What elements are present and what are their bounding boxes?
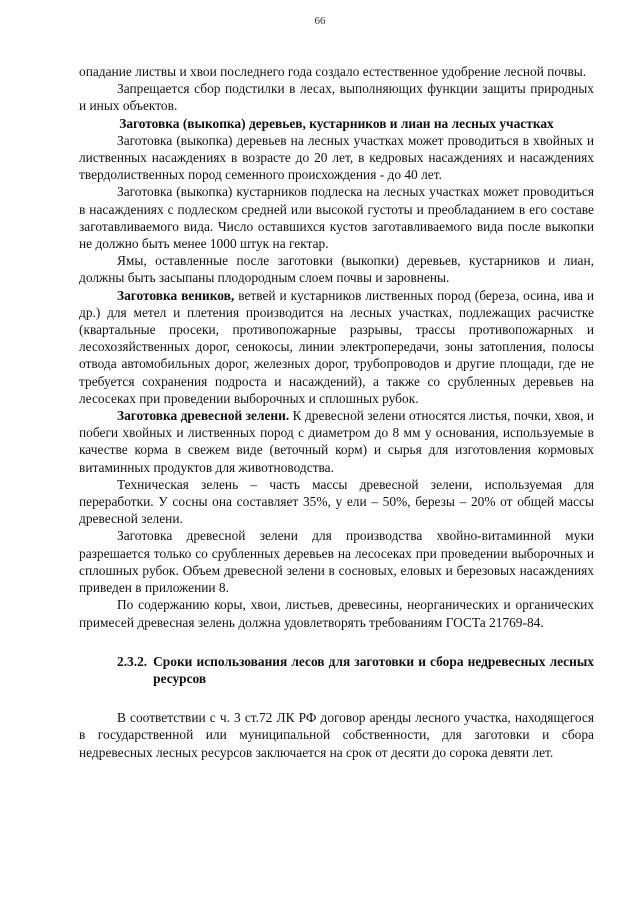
paragraph: Запрещается сбор подстилки в лесах, выполняющих функции защиты природных и иных объектов. (79, 81, 594, 114)
paragraph: Ямы, оставленные после заготовки (выкопки) деревьев, кустарников и лиан, должны быть засыпаны плодородным слоем почвы и заровнены. (79, 253, 594, 286)
subheading-tree-shrub-harvesting: Заготовка (выкопка) деревьев, кустарников и лиан на лесных участках (119, 115, 554, 131)
paragraph-tree-greenery (79, 407, 594, 476)
paragraph-brooms (79, 287, 594, 407)
page-number: 66 (314, 15, 326, 27)
section-heading (79, 653, 594, 687)
document-body (79, 63, 594, 761)
paragraph: Заготовка (выкопка) деревьев на лесных участках может проводиться в хвойных и лиственных насаждениях в возрасте до 20 лет, в кедровых насаждениях и насаждениях твердолиственных пород семенного происхождения - до 40 лет. (79, 132, 594, 183)
paragraph: В соответствии с ч. 3 ст.72 ЛК РФ договор аренды лесного участка, находящегося в государственной или муниципальной собственности, для заготовки и сбора недревесных лесных ресурсов заключается на срок от десяти до сорока девяти лет. (79, 710, 594, 760)
spacer (79, 687, 594, 709)
term-tree-greenery: Заготовка древесной зелени. (117, 408, 290, 424)
section-number: 2.3.2. (117, 653, 148, 669)
term-brooms: Заготовка веников, (117, 287, 235, 303)
paragraph: Заготовка древесной зелени для производства хвойно-витаминной муки разрешается только со срубленных деревьев на лесосеках при проведении выборочных и сплошных рубок. Объем древесной зелени в сосновых, еловых и березовых насаждениях приведен в приложении 8. (79, 528, 594, 596)
paragraph: Техническая зелень – часть массы древесной зелени, используемая для переработки. У сосны она составляет 35%, у ели – 50%, березы – 20% от общей массы древесной зелени. (79, 476, 594, 527)
paragraph-text: ветвей и кустарников лиственных пород (береза, осина, ива и др.) для метел и плетения производится на лесных участках, подлежащих расчистке (квартальные просеки, противопожарные разрывы, трассы противопожарных и лесохозяйственных дорог, сенокосы, линии электропередачи, зоны затопления, полосы отвода автомобильных дорог, железных дорог, трубопроводов и другие площади, где не требуется сохранения подроста и насаждений), а также со срубленных деревьев на лесосеках при проведении выборочных и сплошных рубок. (79, 287, 594, 406)
paragraph: По содержанию коры, хвои, листьев, древесины, неорганических и органических примесей древесная зелень должна удовлетворять требованиям ГОСТа 21769-84. (79, 597, 594, 630)
paragraph-text: К древесной зелени относятся листья, почки, хвоя, и побеги хвойных и лиственных пород с диаметром до 8 мм у основания, используемые в качестве корма в свежем виде (веточный корм) и сырья для изготовления кормовых витаминных продуктов для животноводства. (79, 408, 595, 475)
paragraph: опадание листвы и хвои последнего года создало естественное удобрение лесной почвы. (79, 64, 587, 79)
paragraph: Заготовка (выкопка) кустарников подлеска на лесных участках может проводиться в насаждениях с подлеском средней или высокой густоты и преобладанием в его составе заготавливаемого вида. Число оставшихся кустов заготавливаемого вида после выкопки не должно быть менее 1000 штук на гектар. (79, 184, 594, 252)
section-title: Сроки использования лесов для заготовки и сбора недревесных лесных ресурсов (153, 653, 594, 686)
